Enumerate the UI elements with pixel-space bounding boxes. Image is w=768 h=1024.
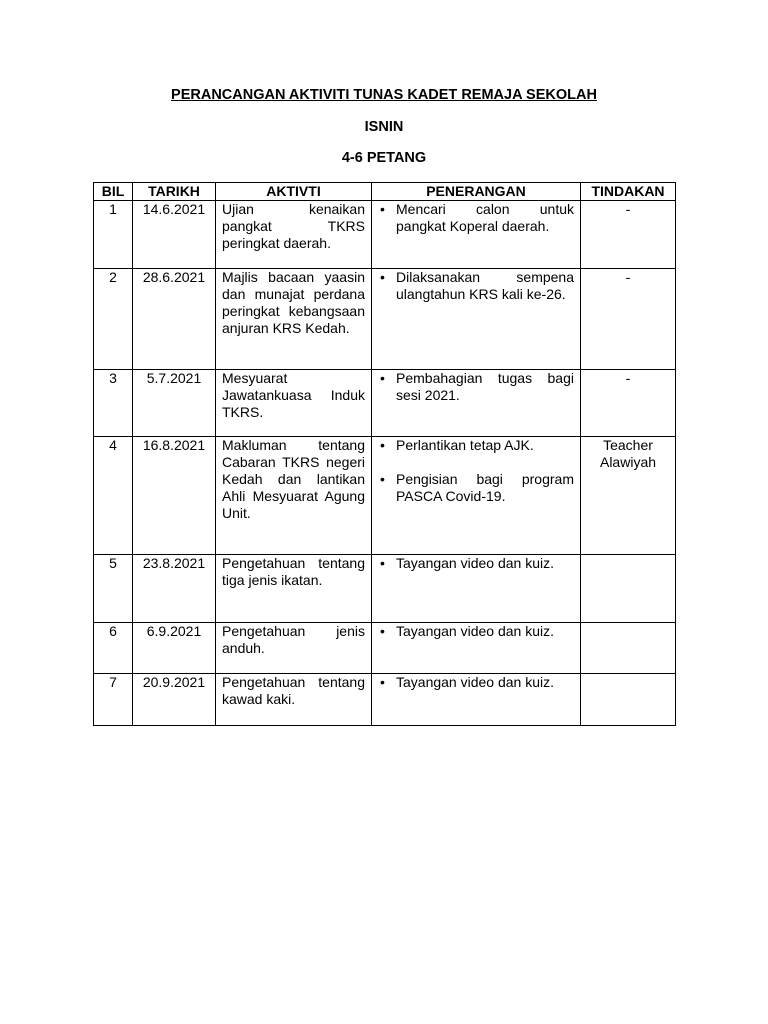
- cell-tindakan: [581, 674, 676, 726]
- cell-aktiviti: Majlis bacaan yaasin dan munajat perdana peringkat kebangsaan anjuran KRS Kedah.: [216, 269, 372, 370]
- cell-bil: 1: [94, 201, 133, 269]
- table-row: [94, 269, 676, 370]
- document-title: PERANCANGAN AKTIVITI TUNAS KADET REMAJA SEKOLAH: [171, 87, 597, 103]
- document-day: ISNIN: [364, 119, 404, 135]
- cell-tarikh: 14.6.2021: [133, 201, 216, 269]
- cell-penerangan: [372, 269, 581, 370]
- cell-penerangan: [372, 623, 581, 674]
- table-row: [94, 437, 676, 555]
- header-tindakan: TINDAKAN: [581, 183, 676, 201]
- penerangan-item: • Perlantikan tetap AJK.: [396, 437, 574, 454]
- cell-penerangan: [372, 555, 581, 623]
- cell-tarikh: 23.8.2021: [133, 555, 216, 623]
- document-time: 4-6 PETANG: [341, 150, 427, 166]
- cell-tarikh: 6.9.2021: [133, 623, 216, 674]
- cell-bil: 6: [94, 623, 133, 674]
- cell-penerangan: [372, 370, 581, 437]
- cell-tindakan: Teacher Alawiyah: [581, 437, 676, 555]
- penerangan-item: • Tayangan video dan kuiz.: [396, 555, 574, 572]
- cell-tindakan: [581, 555, 676, 623]
- cell-penerangan: [372, 674, 581, 726]
- cell-tarikh: 5.7.2021: [133, 370, 216, 437]
- cell-penerangan: [372, 437, 581, 555]
- header-penerangan: PENERANGAN: [372, 183, 581, 201]
- table-row: [94, 623, 676, 674]
- penerangan-item: • Pengisian bagi program PASCA Covid-19.: [396, 471, 574, 505]
- header-aktiviti: AKTIVTI: [216, 183, 372, 201]
- cell-aktiviti: Pengetahuan tentang kawad kaki.: [216, 674, 372, 726]
- cell-aktiviti: Ujian kenaikan pangkat TKRS peringkat daerah.: [216, 201, 372, 269]
- cell-tindakan: -: [581, 201, 676, 269]
- table-row: [94, 370, 676, 437]
- cell-tindakan: -: [581, 370, 676, 437]
- cell-tindakan: [581, 623, 676, 674]
- table-row: [94, 555, 676, 623]
- cell-bil: 7: [94, 674, 133, 726]
- cell-bil: 2: [94, 269, 133, 370]
- table-row: [94, 201, 676, 269]
- header-tarikh: TARIKH: [133, 183, 216, 201]
- cell-aktiviti: Mesyuarat Jawatankuasa Induk TKRS.: [216, 370, 372, 437]
- activity-table: [93, 182, 676, 726]
- cell-aktiviti: Pengetahuan jenis anduh.: [216, 623, 372, 674]
- cell-tindakan: -: [581, 269, 676, 370]
- penerangan-item: • Tayangan video dan kuiz.: [396, 674, 574, 691]
- cell-bil: 4: [94, 437, 133, 555]
- cell-aktiviti: Makluman tentang Cabaran TKRS negeri Kedah dan lantikan Ahli Mesyuarat Agung Unit.: [216, 437, 372, 555]
- penerangan-item: • Dilaksanakan sempena ulangtahun KRS kali ke-26.: [396, 269, 574, 303]
- cell-tarikh: 16.8.2021: [133, 437, 216, 555]
- cell-tarikh: 28.6.2021: [133, 269, 216, 370]
- cell-tarikh: 20.9.2021: [133, 674, 216, 726]
- header-bil: BIL: [94, 183, 133, 201]
- penerangan-item: • Pembahagian tugas bagi sesi 2021.: [396, 370, 574, 404]
- cell-bil: 5: [94, 555, 133, 623]
- cell-aktiviti: Pengetahuan tentang tiga jenis ikatan.: [216, 555, 372, 623]
- table-header-row: [94, 183, 676, 201]
- penerangan-item: • Tayangan video dan kuiz.: [396, 623, 574, 640]
- cell-penerangan: [372, 201, 581, 269]
- table-row: [94, 674, 676, 726]
- penerangan-item: • Mencari calon untuk pangkat Koperal daerah.: [396, 201, 574, 235]
- cell-bil: 3: [94, 370, 133, 437]
